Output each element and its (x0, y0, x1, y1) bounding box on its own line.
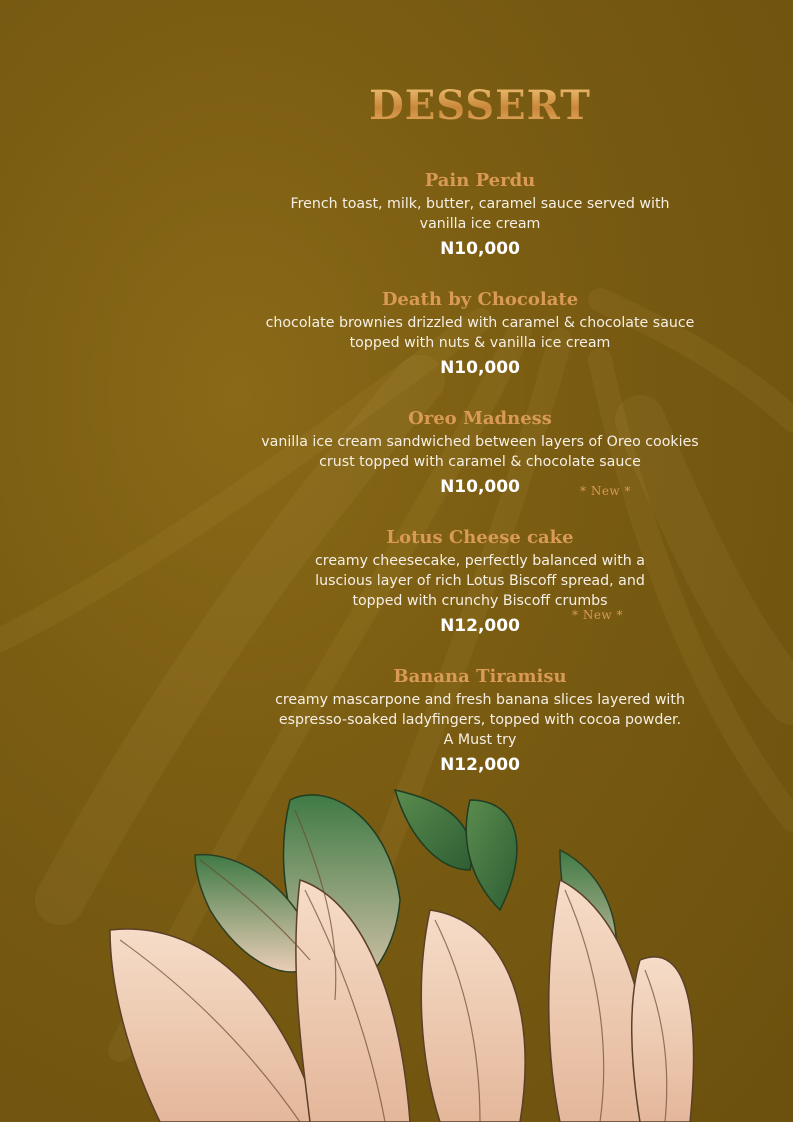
item-price: N12,000 (440, 616, 520, 636)
item-description: French toast, milk, butter, caramel sauce served with vanilla ice cream (290, 196, 670, 232)
item-name: Oreo Madness (408, 408, 552, 429)
item-description: creamy cheesecake, perfectly balanced with a luscious layer of rich Lotus Biscoff spread, and topped with crunchy Biscoff crumbs (315, 553, 645, 609)
menu-item (0, 168, 793, 263)
item-name: Pain Perdu (424, 170, 536, 191)
tropical-leaves-illustration (0, 760, 793, 1122)
item-price: N10,000 (440, 477, 520, 497)
new-badge: * New * (580, 484, 632, 498)
menu-item (0, 287, 793, 382)
page-title: DESSERT (0, 82, 793, 129)
dessert-list (0, 168, 793, 803)
item-description: chocolate brownies drizzled with caramel & chocolate sauce topped with nuts & vanilla ice cream (265, 315, 695, 351)
new-badge: * New * (572, 608, 624, 622)
item-name: Lotus Cheese cake (386, 527, 574, 548)
item-price: N10,000 (440, 239, 520, 259)
item-description: creamy mascarpone and fresh banana slices layered with espresso-soaked ladyfingers, topped with cocoa powder. A Must try (275, 692, 685, 748)
item-description: vanilla ice cream sandwiched between layers of Oreo cookies crust topped with caramel & chocolate sauce (261, 434, 699, 470)
item-name: Death by Chocolate (381, 289, 579, 310)
menu-item (0, 406, 793, 501)
menu-item (0, 525, 793, 640)
item-price: N12,000 (440, 755, 520, 775)
item-name: Banana Tiramisu (393, 666, 567, 687)
item-price: N10,000 (440, 358, 520, 378)
